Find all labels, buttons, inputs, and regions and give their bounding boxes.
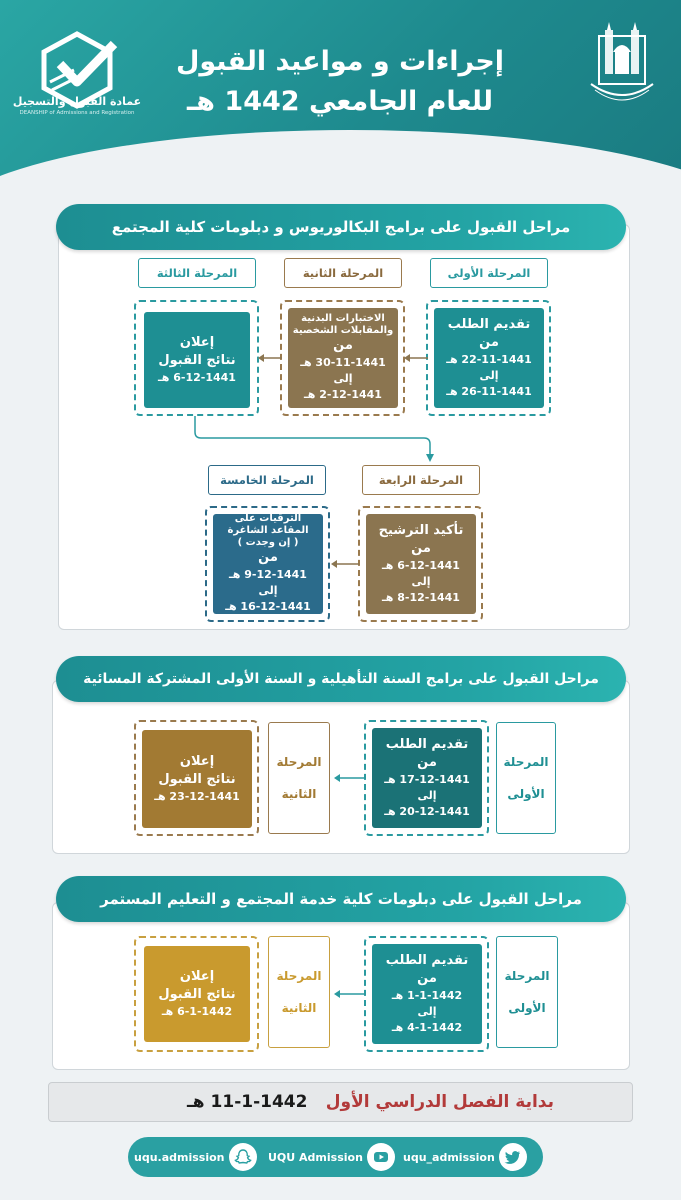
s2-stage2-card: [142, 730, 252, 828]
youtube-link[interactable]: [268, 1137, 395, 1177]
s2-stage2-label: [268, 722, 330, 834]
section1-title: مراحل القبول على برامج البكالوريوس و دبلومات كلية المجتمع: [56, 204, 626, 250]
deanship-subtitle: DEANSHIP of Admissions and Registration: [19, 110, 135, 116]
s1-stage5-label: المرحلة الخامسة: [208, 465, 326, 495]
s2-stage1-label-l2: الأولى: [507, 787, 545, 801]
university-logo-icon: [585, 22, 659, 106]
twitter-handle: uqu_admission: [403, 1150, 495, 1164]
s2-stage2-title-l1: إعلان: [179, 754, 215, 769]
s1-stage1-card: [434, 308, 544, 408]
s2-stage1-label: [496, 722, 556, 834]
s1-stage2-to-label: إلى: [333, 372, 353, 385]
s3-stage1-to: 4-1-1442 هـ: [391, 1021, 463, 1034]
section2-title: مراحل القبول على برامج السنة التأهيلية و السنة الأولى المشتركة المسائية: [56, 656, 626, 702]
s1-stage3-card: [144, 312, 250, 408]
s1-stage4-to: 8-12-1441 هـ: [382, 591, 460, 604]
s3-stage2-label-l2: الثانية: [281, 1001, 317, 1015]
s1-stage5-to: 16-12-1441 هـ: [225, 600, 311, 613]
s3-stage1-label-l2: الأولى: [508, 1001, 546, 1015]
s2-stage2-date: 23-12-1441 هـ: [154, 790, 240, 803]
s2-stage1-label-l1: المرحلة: [503, 755, 549, 769]
s2-stage1-card: [372, 728, 482, 828]
snapchat-link[interactable]: [134, 1137, 257, 1177]
s1-stage2-card: [288, 308, 398, 408]
s1-stage1-from: 22-11-1441 هـ: [446, 353, 532, 366]
s1-stage5-title-l3: ( إن وجدت ): [237, 537, 299, 548]
s3-stage2-date: 6-1-1442 هـ: [161, 1005, 233, 1018]
semester-start-date: 11-1-1442 هـ: [187, 1092, 308, 1112]
s1-stage4-label: المرحلة الرابعة: [362, 465, 480, 495]
semester-start-bar: [48, 1082, 633, 1122]
s1-stage4-from: 6-12-1441 هـ: [382, 559, 460, 572]
s1-stage1-label: المرحلة الأولى: [430, 258, 548, 288]
s1-stage1-title: تقديم الطلب: [447, 317, 531, 332]
s2-stage1-to-label: إلى: [417, 789, 437, 802]
s2-stage2-label-l2: الثانية: [281, 787, 317, 801]
s3-stage1-to-label: إلى: [417, 1005, 437, 1018]
s1-stage4-from-label: من: [411, 541, 431, 556]
s3-stage1-from-label: من: [417, 971, 437, 986]
s2-stage1-title: تقديم الطلب: [385, 737, 469, 752]
s1-stage3-title-l2: نتائج القبول: [158, 353, 236, 368]
s2-stage1-from: 17-12-1441 هـ: [384, 773, 470, 786]
s3-stage2-card: [144, 946, 250, 1042]
snapchat-handle: uqu.admission: [134, 1150, 225, 1164]
s1-stage2-to: 2-12-1441 هـ: [304, 388, 382, 401]
s1-stage5-card: [213, 514, 323, 614]
s1-arrow-4-to-5: [331, 558, 359, 570]
page-title-line1: إجراءات و مواعيد القبول: [175, 46, 505, 77]
s3-stage1-label-l1: المرحلة: [504, 969, 550, 983]
s2-stage2-title-l2: نتائج القبول: [158, 772, 236, 787]
s1-stage2-title-l2: والمقابلات الشخصية: [292, 325, 394, 336]
s3-stage1-card: [372, 944, 482, 1044]
s1-arrow-3-to-4: [190, 416, 440, 464]
twitter-link[interactable]: [403, 1137, 527, 1177]
s1-stage4-card: [366, 514, 476, 614]
s2-stage1-to: 20-12-1441 هـ: [384, 805, 470, 818]
s1-stage3-date: 6-12-1441 هـ: [158, 371, 236, 384]
semester-start-label: بداية الفصل الدراسي الأول: [325, 1092, 554, 1112]
s3-stage2-title-l1: إعلان: [179, 969, 215, 984]
s3-stage2-label-l1: المرحلة: [276, 969, 322, 983]
deanship-name: عمادة القبول والتسجيل: [12, 95, 142, 108]
youtube-icon: [367, 1143, 395, 1171]
s3-stage2-label: [268, 936, 330, 1048]
s2-arrow-1-to-2: [334, 772, 364, 784]
s1-stage1-to: 26-11-1441 هـ: [446, 385, 532, 398]
s1-stage3-title-l1: إعلان: [179, 335, 215, 350]
s1-stage2-title-l1: الاختبارات البدنية: [301, 313, 385, 324]
s1-stage5-title-l2: المقاعد الشاغرة: [227, 525, 309, 536]
s1-stage1-from-label: من: [479, 335, 499, 350]
section3-title: مراحل القبول على دبلومات كلية خدمة المجتمع و التعليم المستمر: [56, 876, 626, 922]
snapchat-icon: [229, 1143, 257, 1171]
s1-stage5-from: 9-12-1441 هـ: [229, 568, 307, 581]
s2-stage1-from-label: من: [417, 755, 437, 770]
s3-stage1-from: 1-1-1442 هـ: [391, 989, 463, 1002]
page-title-line2: للعام الجامعي 1442 هـ: [187, 86, 493, 117]
s1-stage4-to-label: إلى: [411, 575, 431, 588]
s1-stage5-title-l1: الترقيات على: [234, 513, 302, 524]
s1-arrow-1-to-2: [404, 352, 428, 364]
s1-stage5-from-label: من: [258, 550, 278, 565]
s1-stage3-label: المرحلة الثالثة: [138, 258, 256, 288]
s1-stage2-from: 30-11-1441 هـ: [300, 356, 386, 369]
social-bar: [128, 1137, 543, 1177]
s3-stage2-title-l2: نتائج القبول: [158, 987, 236, 1002]
s1-stage1-to-label: إلى: [479, 369, 499, 382]
youtube-handle: UQU Admission: [268, 1150, 363, 1164]
s1-stage4-title: تأكيد الترشيح: [378, 523, 464, 538]
s1-stage5-to-label: إلى: [258, 584, 278, 597]
s1-stage2-from-label: من: [333, 338, 353, 353]
s1-stage2-label: المرحلة الثانية: [284, 258, 402, 288]
s2-stage2-label-l1: المرحلة: [276, 755, 322, 769]
s3-stage1-label: [496, 936, 558, 1048]
s1-arrow-2-to-3: [258, 352, 282, 364]
s3-stage1-title: تقديم الطلب: [385, 953, 469, 968]
s3-arrow-1-to-2: [334, 988, 364, 1000]
twitter-icon: [499, 1143, 527, 1171]
